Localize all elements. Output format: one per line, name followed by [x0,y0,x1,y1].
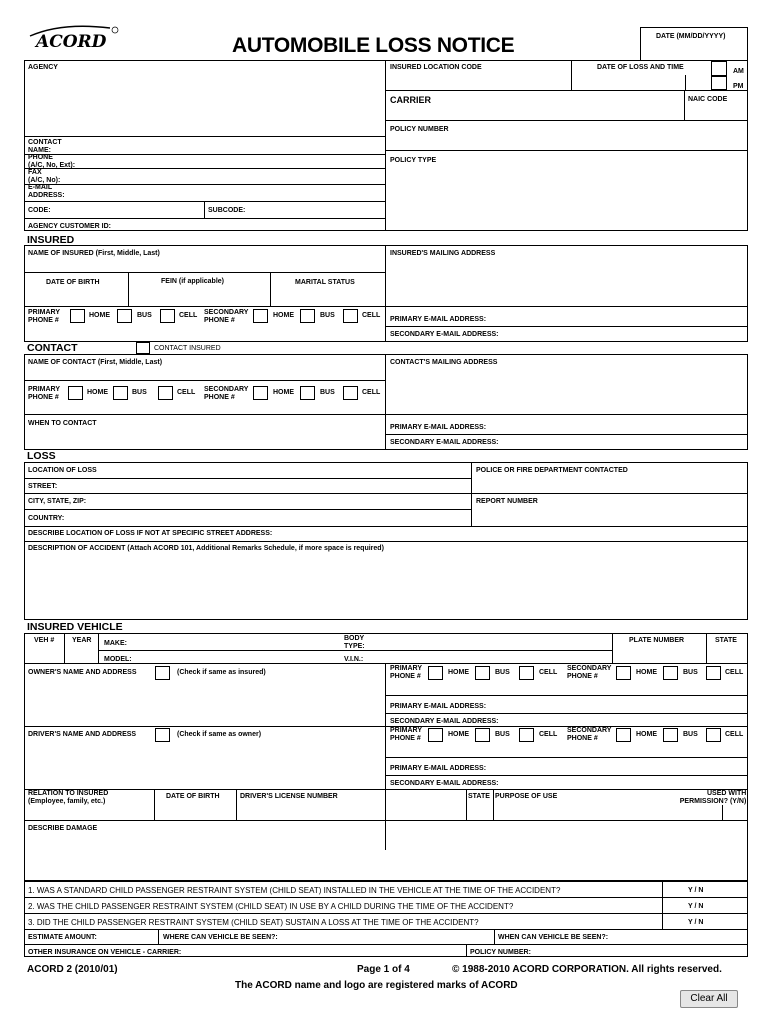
question-2-answer[interactable]: Y / N [688,903,704,910]
driver-cell-label: CELL [539,731,558,738]
naic-code-label: NAIC CODE [688,96,728,103]
owner-same-label: (Check if same as insured) [177,669,266,676]
owner-bus2-label: BUS [683,669,698,676]
owner-same-checkbox[interactable] [155,666,170,680]
other-insurance-label: OTHER INSURANCE ON VEHICLE - CARRIER: [28,949,182,956]
insured-bus2-checkbox[interactable] [300,309,315,323]
owner-home2-checkbox[interactable] [616,666,631,680]
contact-bus-label: BUS [132,389,147,396]
insured-secondary-email-label: SECONDARY E-MAIL ADDRESS: [390,331,499,338]
svg-text:ACORD: ACORD [36,32,107,52]
driver-home-label: HOME [448,731,469,738]
insured-mailing-label: INSURED'S MAILING ADDRESS [390,250,496,257]
driver-same-checkbox[interactable] [155,728,170,742]
driver-label: DRIVER'S NAME AND ADDRESS [28,731,137,738]
agency-label: AGENCY [28,64,58,71]
insured-heading: INSURED [27,234,75,246]
model-label: MODEL: [104,656,132,663]
form-id: ACORD 2 (2010/01) [27,964,118,975]
pm-checkbox[interactable] [711,76,727,90]
report-number-label: REPORT NUMBER [476,498,538,505]
driver-bus2-label: BUS [683,731,698,738]
contact-bus2-checkbox[interactable] [300,386,315,400]
contact-primary-email-label: PRIMARY E-MAIL ADDRESS: [390,424,487,431]
question-2: 2. WAS THE CHILD PASSENGER RESTRAINT SYSTEM (CHILD SEAT) IN USE BY A CHILD DURING THE TIME OF THE ACCIDENT? [28,902,514,911]
contact-heading: CONTACT [27,342,78,354]
date-label: DATE (MM/DD/YYYY) [656,33,726,40]
insured-home2-label: HOME [273,312,294,319]
subcode-label: SUBCODE: [208,207,246,214]
date-of-loss-label: DATE OF LOSS AND TIME [597,64,684,71]
policy-type-label: POLICY TYPE [390,157,437,164]
contact-secondary-email-label: SECONDARY E-MAIL ADDRESS: [390,439,499,446]
owner-cell2-label: CELL [725,669,744,676]
driver-dob-label: DATE OF BIRTH [166,793,220,800]
driver-secondary-phone-label: SECONDARY PHONE # [567,727,612,742]
contact-insured-label: CONTACT INSURED [154,345,221,352]
description-label: DESCRIPTION OF ACCIDENT (Attach ACORD 101, Additional Remarks Schedule, if more space is required) [28,545,384,552]
owner-cell-label: CELL [539,669,558,676]
acord-logo [22,22,122,52]
contact-cell-checkbox[interactable] [158,386,173,400]
contact-secondary-phone-label: SECONDARY PHONE # [204,386,249,401]
contact-home2-checkbox[interactable] [253,386,268,400]
driver-primary-email-label: PRIMARY E-MAIL ADDRESS: [390,765,487,772]
am-label: AM [733,68,744,75]
contact-cell-label: CELL [177,389,196,396]
used-with-permission-label: USED WITH PERMISSION? (Y/N) [679,790,747,805]
driver-secondary-email-label: SECONDARY E-MAIL ADDRESS: [390,780,499,787]
contact-cell2-checkbox[interactable] [343,386,358,400]
license-state-label: STATE [468,793,490,800]
vehicle-heading: INSURED VEHICLE [27,621,123,633]
email-label: E-MAIL ADDRESS: [28,184,65,199]
insured-home2-checkbox[interactable] [253,309,268,323]
plate-number-label: PLATE NUMBER [629,637,685,644]
owner-cell2-checkbox[interactable] [706,666,721,680]
owner-primary-email-label: PRIMARY E-MAIL ADDRESS: [390,703,487,710]
describe-location-label: DESCRIBE LOCATION OF LOSS IF NOT AT SPECIFIC STREET ADDRESS: [28,530,273,537]
contact-primary-phone-label: PRIMARY PHONE # [28,386,61,401]
question-3: 3. DID THE CHILD PASSENGER RESTRAINT SYSTEM (CHILD SEAT) SUSTAIN A LOSS AT THE TIME OF THE ACCIDENT? [28,918,479,927]
driver-cell2-checkbox[interactable] [706,728,721,742]
insured-location-code-label: INSURED LOCATION CODE [390,64,482,71]
when-to-contact-label: WHEN TO CONTACT [28,420,97,427]
owner-bus-label: BUS [495,669,510,676]
state-label: STATE [715,637,737,644]
owner-home-checkbox[interactable] [428,666,443,680]
driver-cell-checkbox[interactable] [519,728,534,742]
insured-cell-label: CELL [179,312,198,319]
insured-dob-label: DATE OF BIRTH [46,279,100,286]
street-label: STREET: [28,483,58,490]
question-1-answer[interactable]: Y / N [688,887,704,894]
insured-primary-email-label: PRIMARY E-MAIL ADDRESS: [390,316,487,323]
code-label: CODE: [28,207,51,214]
owner-home-label: HOME [448,669,469,676]
police-fire-label: POLICE OR FIRE DEPARTMENT CONTACTED [476,467,628,474]
location-of-loss-label: LOCATION OF LOSS [28,467,97,474]
insured-primary-phone-label: PRIMARY PHONE # [28,309,61,324]
driver-bus-checkbox[interactable] [475,728,490,742]
registered-marks: The ACORD name and logo are registered marks of ACORD [235,980,518,991]
am-checkbox[interactable] [711,61,727,76]
loss-heading: LOSS [27,450,56,462]
insured-home-label: HOME [89,312,110,319]
other-policy-number-label: POLICY NUMBER: [470,949,531,956]
license-label: DRIVER'S LICENSE NUMBER [240,793,338,800]
contact-home2-label: HOME [273,389,294,396]
contact-bus2-label: BUS [320,389,335,396]
insured-home-checkbox[interactable] [70,309,85,323]
copyright: © 1988-2010 ACORD CORPORATION. All rights reserved. [452,964,722,975]
insured-bus-checkbox[interactable] [117,309,132,323]
insured-cell2-checkbox[interactable] [343,309,358,323]
insured-marital-label: MARITAL STATUS [295,279,355,286]
make-label: MAKE: [104,640,127,647]
purpose-label: PURPOSE OF USE [495,793,558,800]
customer-id-label: AGENCY CUSTOMER ID: [28,223,111,230]
question-3-answer[interactable]: Y / N [688,919,704,926]
driver-primary-phone-label: PRIMARY PHONE # [390,727,423,742]
owner-cell-checkbox[interactable] [519,666,534,680]
pm-label: PM [733,83,744,90]
driver-cell2-label: CELL [725,731,744,738]
driver-home-checkbox[interactable] [428,728,443,742]
owner-home2-label: HOME [636,669,657,676]
country-label: COUNTRY: [28,515,65,522]
year-label: YEAR [72,637,92,644]
contact-insured-checkbox[interactable] [136,342,150,354]
fax-label: FAX (A/C, No): [28,169,61,184]
contact-section [24,354,748,450]
carrier-label: CARRIER [390,95,432,105]
owner-secondary-email-label: SECONDARY E-MAIL ADDRESS: [390,718,499,725]
owner-label: OWNER'S NAME AND ADDRESS [28,669,137,676]
owner-bus2-checkbox[interactable] [663,666,678,680]
insured-name-label: NAME OF INSURED (First, Middle, Last) [28,250,160,257]
insured-fein-label: FEIN (if applicable) [161,278,225,285]
insured-section [24,245,748,342]
insured-bus2-label: BUS [320,312,335,319]
estimate-amount-label: ESTIMATE AMOUNT: [28,934,97,941]
where-seen-label: WHERE CAN VEHICLE BE SEEN?: [163,934,278,941]
insured-cell-checkbox[interactable] [160,309,175,323]
owner-secondary-phone-label: SECONDARY PHONE # [567,665,612,680]
when-seen-label: WHEN CAN VEHICLE BE SEEN?: [498,934,609,941]
contact-bus-checkbox[interactable] [113,386,128,400]
insured-cell2-label: CELL [362,312,381,319]
contact-name-label: NAME OF CONTACT (First, Middle, Last) [28,359,163,366]
contact-home-checkbox[interactable] [68,386,83,400]
agency-section [24,60,748,231]
contact-name-label: CONTACT NAME: [28,139,62,154]
clear-all-button[interactable]: Clear All [680,990,738,1008]
page-number: Page 1 of 4 [357,964,410,975]
contact-cell2-label: CELL [362,389,381,396]
driver-home2-checkbox[interactable] [616,728,631,742]
driver-same-label: (Check if same as owner) [177,731,262,738]
driver-bus2-checkbox[interactable] [663,728,678,742]
question-1: 1. WAS A STANDARD CHILD PASSENGER RESTRAINT SYSTEM (CHILD SEAT) INSTALLED IN THE VEHICLE AT THE TIME OF THE ACCIDENT? [28,886,561,895]
city-label: CITY, STATE, ZIP: [28,498,87,505]
owner-bus-checkbox[interactable] [475,666,490,680]
insured-bus-label: BUS [137,312,152,319]
form-title: AUTOMOBILE LOSS NOTICE [232,34,515,57]
body-type-label: BODY TYPE: [344,635,365,650]
owner-primary-phone-label: PRIMARY PHONE # [390,665,423,680]
phone-label: PHONE (A/C, No, Ext): [28,154,76,169]
relation-label: RELATION TO INSURED (Employee, family, etc.) [28,790,109,805]
veh-label: VEH # [34,637,55,644]
contact-mailing-label: CONTACT'S MAILING ADDRESS [390,359,498,366]
driver-home2-label: HOME [636,731,657,738]
insured-secondary-phone-label: SECONDARY PHONE # [204,309,249,324]
describe-damage-label: DESCRIBE DAMAGE [28,825,98,832]
vin-label: V.I.N.: [344,656,364,663]
driver-bus-label: BUS [495,731,510,738]
policy-number-label: POLICY NUMBER [390,126,449,133]
contact-home-label: HOME [87,389,108,396]
